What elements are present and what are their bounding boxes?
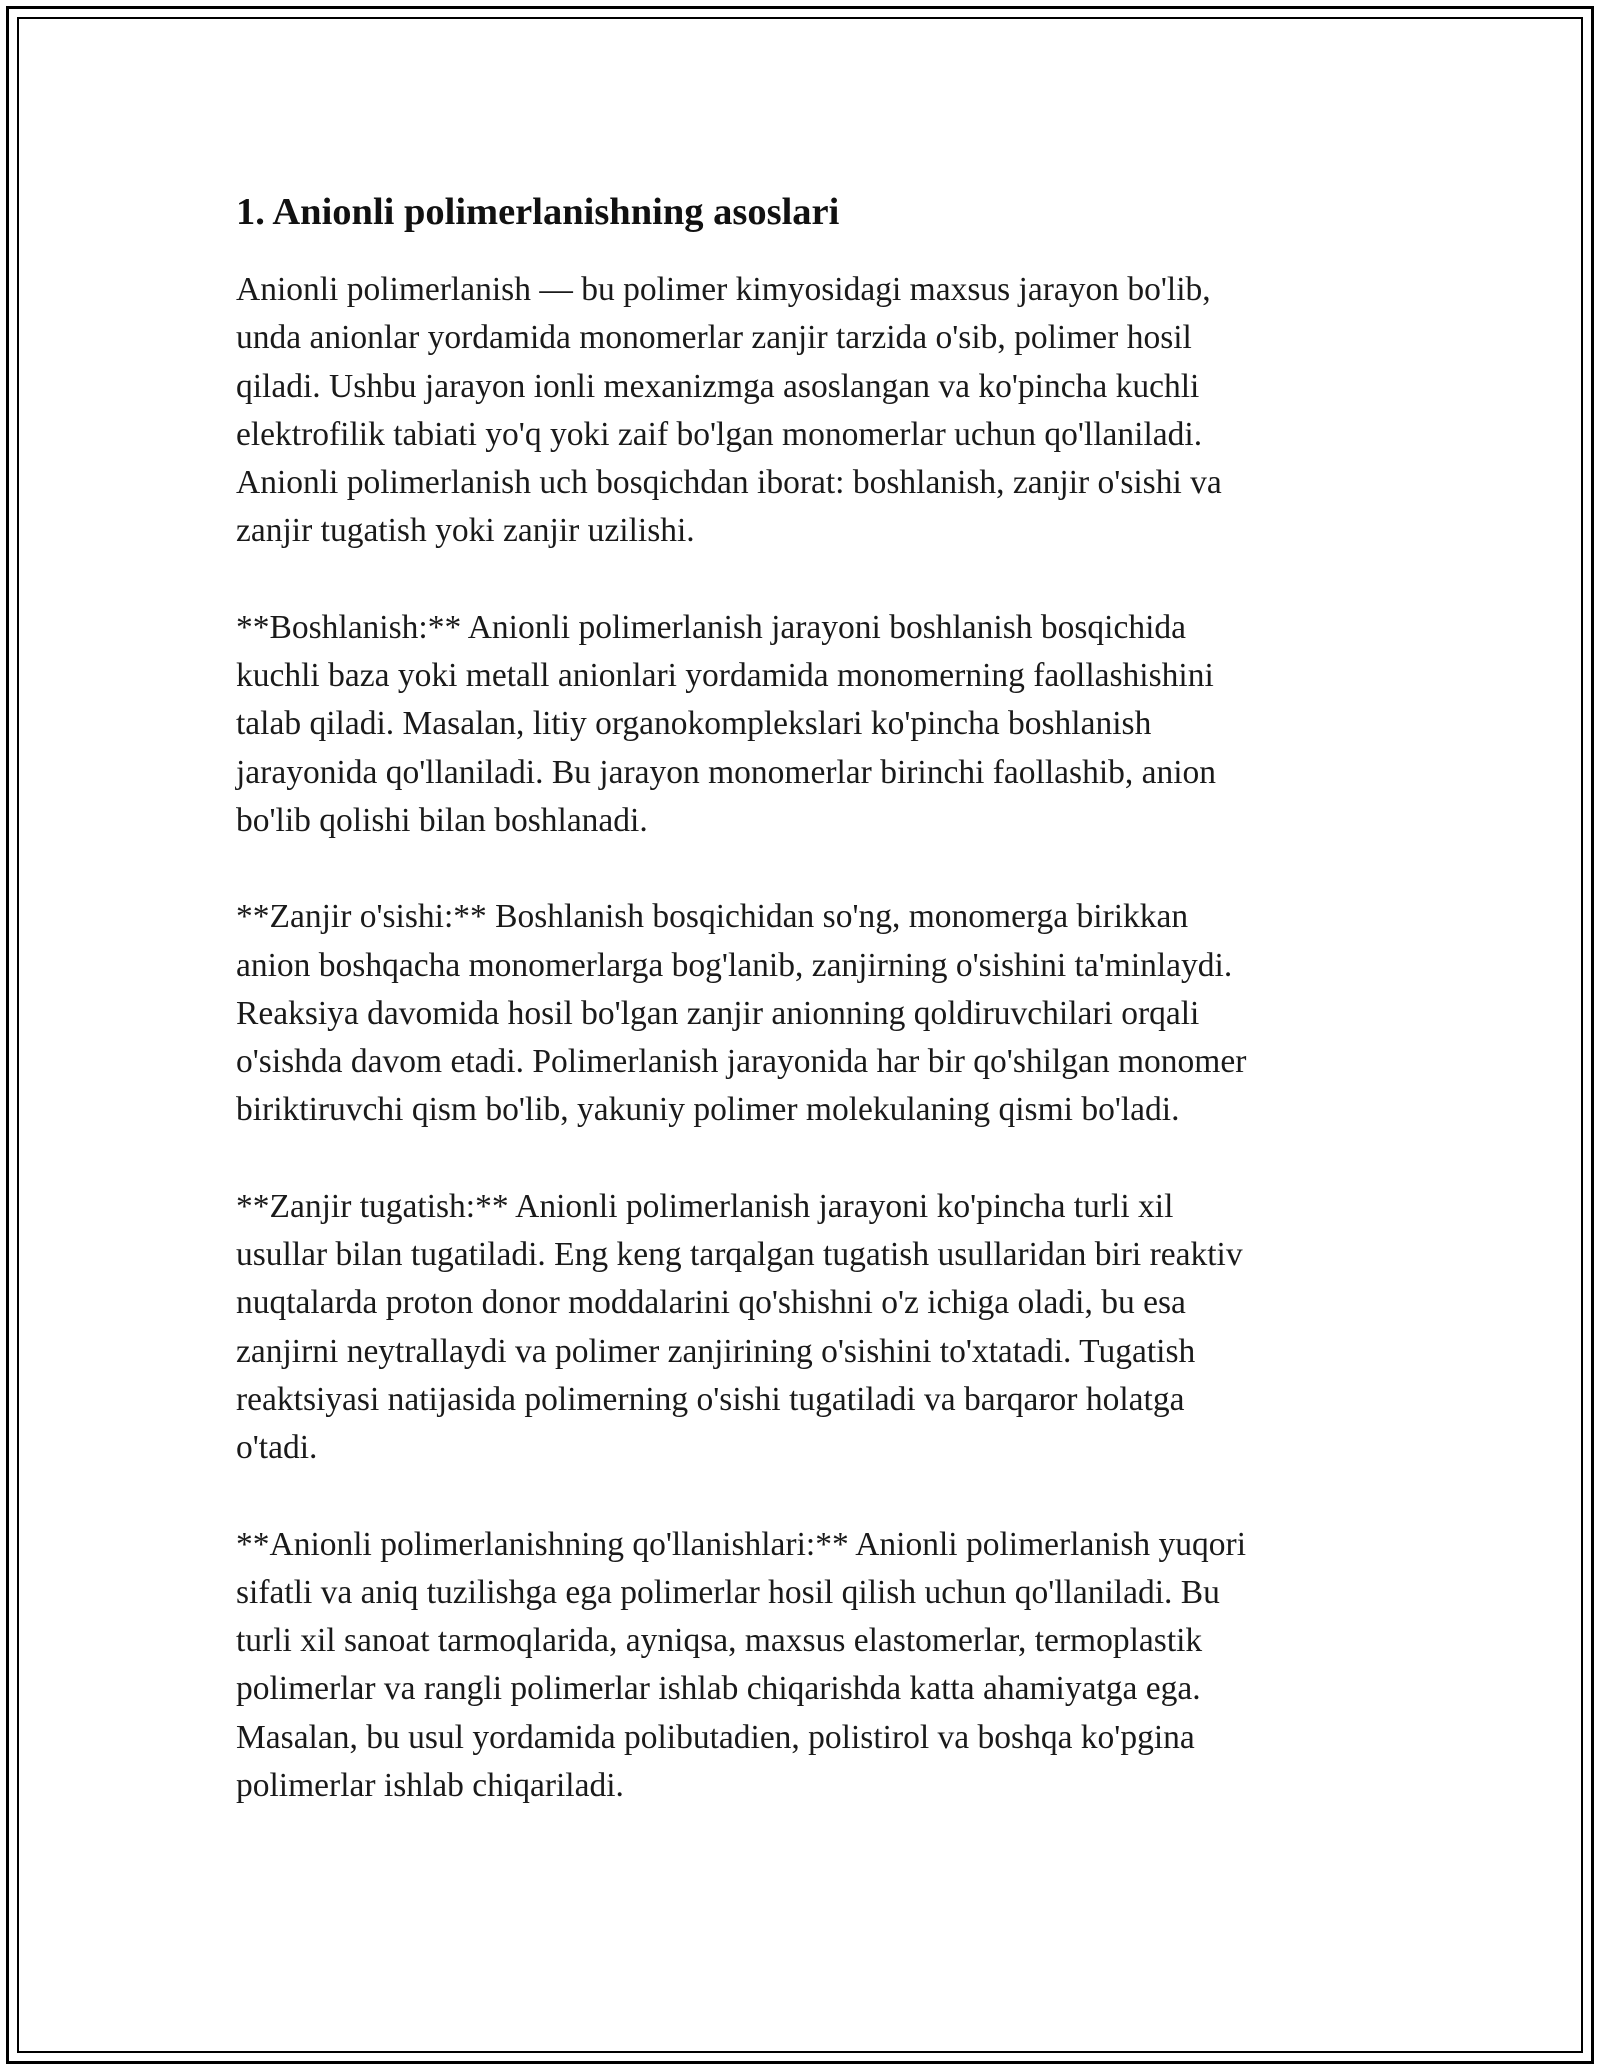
paragraph-initiation: **Boshlanish:** Anionli polimerlanish jarayoni boshlanish bosqichida kuchli baza yoki metall anionlari yordamida monomerning faollashishini talab qiladi. Masalan, litiy organokomplekslari ko'pincha boshlanish jarayonida qo'llaniladi. Bu jarayon monomerlar birinchi faollashib, anion bo'lib qolishi bilan boshlanadi. — [236, 608, 1217, 839]
paragraph-intro: Anionli polimerlanish — bu polimer kimyosidagi maxsus jarayon bo'lib, unda anionlar yordamida monomerlar zanjir tarzida o'sib, polimer hosil qiladi. Ushbu jarayon ionli mexanizmga asoslangan va ko'pincha kuchli elektrofilik tabiati yo'q yoki zaif bo'lgan monomerlar uchun qo'llaniladi. Anionli polimerlanish uch bosqichdan iborat: boshlanish, zanjir o'sishi va zanjir tugatish yoki zanjir uzilishi. — [236, 271, 1222, 550]
paragraph-applications: **Anionli polimerlanishning qo'llanishlari:** Anionli polimerlanish yuqori sifatli va aniq tuzilishga ega polimerlar hosil qilish uchun qo'llaniladi. Bu turli xil sanoat tarmoqlarida, ayniqsa, maxsus elastomerlar, termoplastik polimerlar va rangli polimerlar ishlab chiqarishda katta ahamiyatga ega. Masalan, bu usul yordamida polibutadien, polistirol va boshqa ko'pgina polimerlar ishlab chiqariladi. — [236, 1525, 1247, 1805]
section-heading: 1. Anionli polimerlanishning asoslari — [236, 191, 840, 233]
paragraph-propagation: **Zanjir o'sishi:** Boshlanish bosqichidan so'ng, monomerga birikkan anion boshqacha monomerlarga bog'lanib, zanjirning o'sishini ta'minlaydi. Reaksiya davomida hosil bo'lgan zanjir anionning qoldiruvchilari orqali o'sishda davom etadi. Polimerlanish jarayonida har bir qo'shilgan monomer biriktiruvchi qism bo'lib, yakuniy polimer molekulaning qismi bo'ladi. — [236, 898, 1247, 1129]
document-body — [236, 188, 1366, 1858]
paragraph-termination: **Zanjir tugatish:** Anionli polimerlanish jarayoni ko'pincha turli xil usullar bilan tugatiladi. Eng keng tarqalgan tugatish usullaridan biri reaktiv nuqtalarda proton donor moddalarini qo'shishni o'z ichiga oladi, bu esa zanjirni neytrallaydi va polimer zanjirining o'sishini to'xtatadi. Tugatish reaktsiyasi natijasida polimerning o'sishi tugatiladi va barqaror holatga o'tadi. — [236, 1187, 1243, 1467]
